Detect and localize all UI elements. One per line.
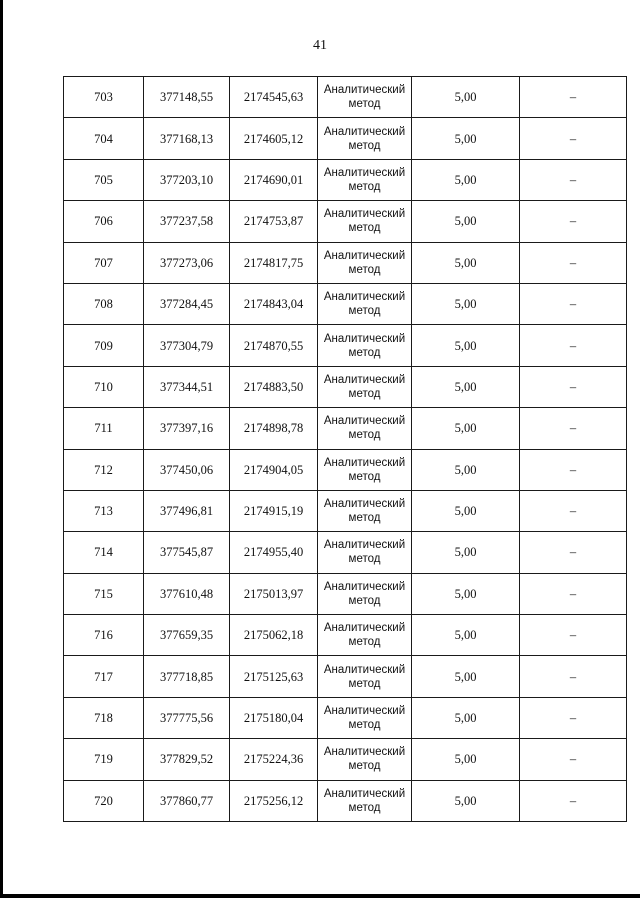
x-coordinate-cell: 377610,48 (144, 573, 230, 614)
page-number: 41 (313, 38, 327, 53)
table-row (64, 159, 627, 200)
coordinates-table-container (63, 76, 626, 822)
table-row (64, 283, 627, 324)
method-cell: Аналитический метод (318, 159, 412, 200)
method-cell: Аналитический метод (318, 201, 412, 242)
point-number-cell: 711 (64, 408, 144, 449)
note-cell: – (520, 283, 627, 324)
table-row (64, 697, 627, 738)
y-coordinate-cell: 2174605,12 (230, 118, 318, 159)
table-row (64, 408, 627, 449)
accuracy-cell: 5,00 (412, 366, 520, 407)
x-coordinate-cell: 377148,55 (144, 77, 230, 118)
table-row (64, 490, 627, 531)
method-cell: Аналитический метод (318, 739, 412, 780)
accuracy-cell: 5,00 (412, 408, 520, 449)
x-coordinate-cell: 377344,51 (144, 366, 230, 407)
y-coordinate-cell: 2174870,55 (230, 325, 318, 366)
note-cell: – (520, 449, 627, 490)
point-number-cell: 713 (64, 490, 144, 531)
point-number-cell: 718 (64, 697, 144, 738)
x-coordinate-cell: 377237,58 (144, 201, 230, 242)
x-coordinate-cell: 377284,45 (144, 283, 230, 324)
method-cell: Аналитический метод (318, 656, 412, 697)
x-coordinate-cell: 377450,06 (144, 449, 230, 490)
y-coordinate-cell: 2174955,40 (230, 532, 318, 573)
point-number-cell: 720 (64, 780, 144, 821)
table-row (64, 242, 627, 283)
note-cell: – (520, 325, 627, 366)
table-row (64, 656, 627, 697)
scan-bottom-border (0, 894, 640, 898)
method-cell: Аналитический метод (318, 325, 412, 366)
point-number-cell: 705 (64, 159, 144, 200)
note-cell: – (520, 242, 627, 283)
point-number-cell: 715 (64, 573, 144, 614)
y-coordinate-cell: 2174915,19 (230, 490, 318, 531)
note-cell: – (520, 159, 627, 200)
table-row (64, 325, 627, 366)
scan-left-border (0, 0, 3, 898)
method-cell: Аналитический метод (318, 532, 412, 573)
table-row (64, 615, 627, 656)
note-cell: – (520, 77, 627, 118)
method-cell: Аналитический метод (318, 283, 412, 324)
accuracy-cell: 5,00 (412, 615, 520, 656)
table-row (64, 573, 627, 614)
point-number-cell: 704 (64, 118, 144, 159)
table-row (64, 366, 627, 407)
accuracy-cell: 5,00 (412, 532, 520, 573)
note-cell: – (520, 739, 627, 780)
table-row (64, 739, 627, 780)
note-cell: – (520, 490, 627, 531)
point-number-cell: 716 (64, 615, 144, 656)
table-row (64, 118, 627, 159)
note-cell: – (520, 656, 627, 697)
note-cell: – (520, 615, 627, 656)
accuracy-cell: 5,00 (412, 656, 520, 697)
method-cell: Аналитический метод (318, 118, 412, 159)
note-cell: – (520, 532, 627, 573)
y-coordinate-cell: 2174753,87 (230, 201, 318, 242)
accuracy-cell: 5,00 (412, 780, 520, 821)
coordinates-table-body (64, 77, 627, 822)
note-cell: – (520, 201, 627, 242)
note-cell: – (520, 118, 627, 159)
x-coordinate-cell: 377545,87 (144, 532, 230, 573)
x-coordinate-cell: 377496,81 (144, 490, 230, 531)
point-number-cell: 703 (64, 77, 144, 118)
y-coordinate-cell: 2174843,04 (230, 283, 318, 324)
y-coordinate-cell: 2175062,18 (230, 615, 318, 656)
x-coordinate-cell: 377860,77 (144, 780, 230, 821)
y-coordinate-cell: 2175224,36 (230, 739, 318, 780)
table-row (64, 780, 627, 821)
point-number-cell: 708 (64, 283, 144, 324)
note-cell: – (520, 697, 627, 738)
accuracy-cell: 5,00 (412, 325, 520, 366)
note-cell: – (520, 780, 627, 821)
method-cell: Аналитический метод (318, 780, 412, 821)
y-coordinate-cell: 2174690,01 (230, 159, 318, 200)
method-cell: Аналитический метод (318, 615, 412, 656)
x-coordinate-cell: 377775,56 (144, 697, 230, 738)
accuracy-cell: 5,00 (412, 490, 520, 531)
accuracy-cell: 5,00 (412, 739, 520, 780)
accuracy-cell: 5,00 (412, 697, 520, 738)
note-cell: – (520, 366, 627, 407)
accuracy-cell: 5,00 (412, 201, 520, 242)
accuracy-cell: 5,00 (412, 573, 520, 614)
point-number-cell: 712 (64, 449, 144, 490)
table-row (64, 449, 627, 490)
y-coordinate-cell: 2175180,04 (230, 697, 318, 738)
point-number-cell: 707 (64, 242, 144, 283)
y-coordinate-cell: 2174904,05 (230, 449, 318, 490)
method-cell: Аналитический метод (318, 490, 412, 531)
point-number-cell: 714 (64, 532, 144, 573)
method-cell: Аналитический метод (318, 366, 412, 407)
y-coordinate-cell: 2174883,50 (230, 366, 318, 407)
x-coordinate-cell: 377829,52 (144, 739, 230, 780)
point-number-cell: 709 (64, 325, 144, 366)
coordinates-table (63, 76, 627, 822)
accuracy-cell: 5,00 (412, 77, 520, 118)
y-coordinate-cell: 2174545,63 (230, 77, 318, 118)
x-coordinate-cell: 377273,06 (144, 242, 230, 283)
method-cell: Аналитический метод (318, 573, 412, 614)
table-row (64, 201, 627, 242)
method-cell: Аналитический метод (318, 77, 412, 118)
y-coordinate-cell: 2175256,12 (230, 780, 318, 821)
accuracy-cell: 5,00 (412, 242, 520, 283)
x-coordinate-cell: 377304,79 (144, 325, 230, 366)
accuracy-cell: 5,00 (412, 118, 520, 159)
point-number-cell: 706 (64, 201, 144, 242)
point-number-cell: 719 (64, 739, 144, 780)
accuracy-cell: 5,00 (412, 159, 520, 200)
x-coordinate-cell: 377168,13 (144, 118, 230, 159)
point-number-cell: 717 (64, 656, 144, 697)
y-coordinate-cell: 2174817,75 (230, 242, 318, 283)
point-number-cell: 710 (64, 366, 144, 407)
note-cell: – (520, 408, 627, 449)
y-coordinate-cell: 2174898,78 (230, 408, 318, 449)
method-cell: Аналитический метод (318, 697, 412, 738)
table-row (64, 77, 627, 118)
accuracy-cell: 5,00 (412, 283, 520, 324)
x-coordinate-cell: 377718,85 (144, 656, 230, 697)
method-cell: Аналитический метод (318, 408, 412, 449)
accuracy-cell: 5,00 (412, 449, 520, 490)
method-cell: Аналитический метод (318, 449, 412, 490)
table-row (64, 532, 627, 573)
y-coordinate-cell: 2175125,63 (230, 656, 318, 697)
x-coordinate-cell: 377203,10 (144, 159, 230, 200)
x-coordinate-cell: 377659,35 (144, 615, 230, 656)
y-coordinate-cell: 2175013,97 (230, 573, 318, 614)
x-coordinate-cell: 377397,16 (144, 408, 230, 449)
method-cell: Аналитический метод (318, 242, 412, 283)
note-cell: – (520, 573, 627, 614)
